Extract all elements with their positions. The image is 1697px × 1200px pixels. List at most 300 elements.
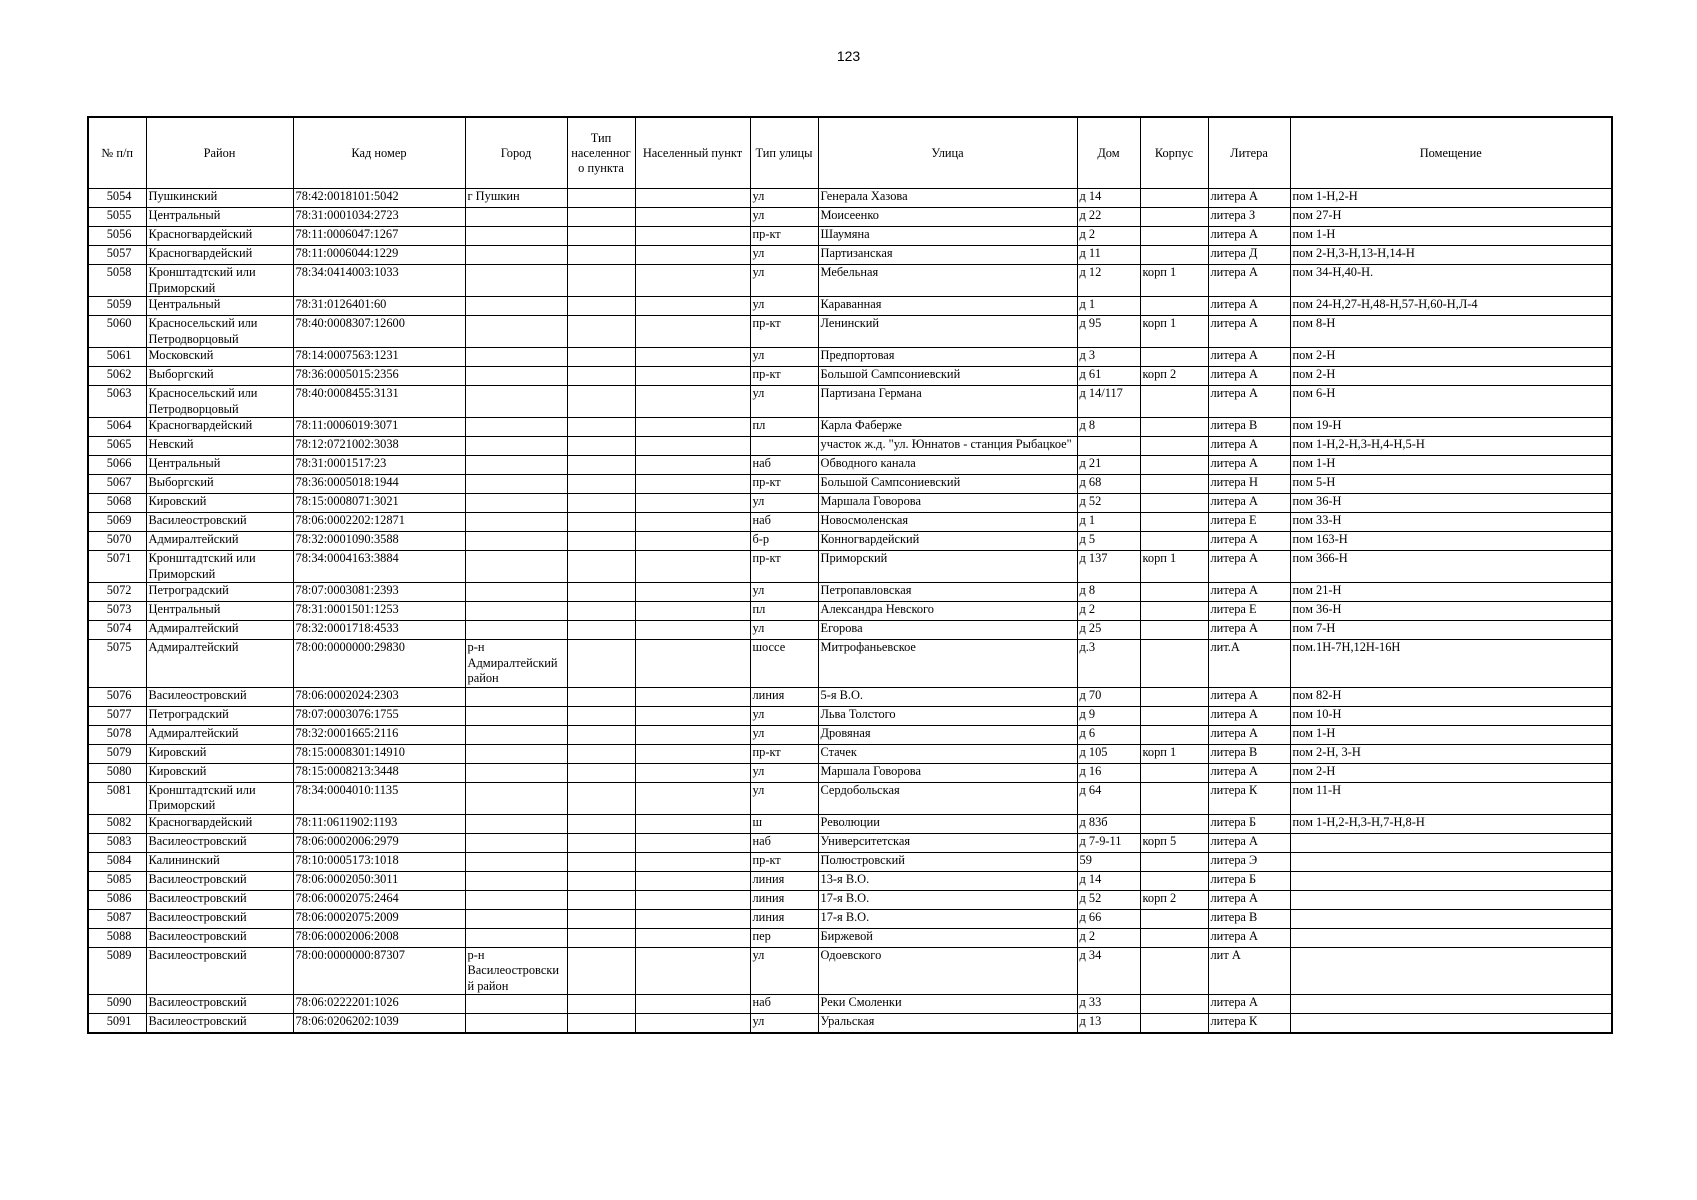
table-row [88, 640, 1612, 688]
cell-premises: пом 27-Н [1290, 208, 1612, 227]
cell-letter: литера К [1208, 1014, 1290, 1033]
cell-district: Адмиралтейский [146, 640, 293, 688]
cell-letter: литера А [1208, 551, 1290, 583]
cell-district: Центральный [146, 602, 293, 621]
cell-street: Льва Толстого [818, 706, 1077, 725]
cell-building [1140, 782, 1208, 814]
cell-letter: литера В [1208, 418, 1290, 437]
cell-building [1140, 437, 1208, 456]
cell-cadastral: 78:07:0003081:2393 [293, 583, 465, 602]
cell-cadastral: 78:34:0004163:3884 [293, 551, 465, 583]
cell-premises: пом 1-Н,2-Н,3-Н,4-Н,5-Н [1290, 437, 1612, 456]
cell-letter: литера А [1208, 833, 1290, 852]
cell-letter: литера В [1208, 909, 1290, 928]
cell-settlement [635, 763, 750, 782]
cell-district: Выборгский [146, 367, 293, 386]
cell-premises [1290, 909, 1612, 928]
cell-num: 5073 [88, 602, 146, 621]
cell-num: 5085 [88, 871, 146, 890]
cell-settlement-type [567, 782, 635, 814]
cell-street: Большой Сампсониевский [818, 475, 1077, 494]
table-row [88, 1014, 1612, 1033]
cell-street: Шаумяна [818, 227, 1077, 246]
cell-street: участок ж.д. "ул. Юннатов - станция Рыбацкое" [818, 437, 1077, 456]
page-number: 123 [836, 48, 861, 64]
cell-building [1140, 494, 1208, 513]
cell-city [465, 348, 567, 367]
cell-building [1140, 246, 1208, 265]
cell-city [465, 814, 567, 833]
cell-district: Выборгский [146, 475, 293, 494]
cell-street: Моисеенко [818, 208, 1077, 227]
table-row [88, 189, 1612, 208]
cell-city [465, 437, 567, 456]
cell-street-type: ул [750, 189, 818, 208]
cell-settlement-type [567, 418, 635, 437]
cell-street: Стачек [818, 744, 1077, 763]
cell-cadastral: 78:00:0000000:29830 [293, 640, 465, 688]
cell-cadastral: 78:07:0003076:1755 [293, 706, 465, 725]
cell-num: 5063 [88, 386, 146, 418]
cell-cadastral: 78:32:0001665:2116 [293, 725, 465, 744]
cell-settlement [635, 437, 750, 456]
cell-cadastral: 78:31:0001501:1253 [293, 602, 465, 621]
cell-num: 5059 [88, 297, 146, 316]
cell-letter: литера А [1208, 583, 1290, 602]
cell-street-type: ул [750, 706, 818, 725]
cell-district: Адмиралтейский [146, 725, 293, 744]
cell-city [465, 532, 567, 551]
table-row [88, 297, 1612, 316]
table-row [88, 890, 1612, 909]
cell-letter: литера А [1208, 995, 1290, 1014]
cell-street: Революции [818, 814, 1077, 833]
cell-building [1140, 532, 1208, 551]
cell-district: Василеостровский [146, 995, 293, 1014]
cell-settlement [635, 551, 750, 583]
table-row [88, 763, 1612, 782]
cell-settlement-type [567, 513, 635, 532]
cell-settlement [635, 602, 750, 621]
cell-settlement-type [567, 208, 635, 227]
cell-letter: литера К [1208, 782, 1290, 814]
cell-house: д 5 [1077, 532, 1140, 551]
table-row [88, 208, 1612, 227]
cell-city [465, 782, 567, 814]
cell-settlement-type [567, 909, 635, 928]
cell-street: Маршала Говорова [818, 763, 1077, 782]
cell-num: 5079 [88, 744, 146, 763]
cell-cadastral: 78:11:0006019:3071 [293, 418, 465, 437]
cell-district: Центральный [146, 456, 293, 475]
cell-street-type: пр-кт [750, 475, 818, 494]
cell-building [1140, 1014, 1208, 1033]
cell-street: Обводного канала [818, 456, 1077, 475]
cell-premises: пом 10-Н [1290, 706, 1612, 725]
cell-settlement [635, 871, 750, 890]
cell-num: 5078 [88, 725, 146, 744]
cell-cadastral: 78:36:0005018:1944 [293, 475, 465, 494]
cell-building: корп 2 [1140, 367, 1208, 386]
cell-street: Партизанская [818, 246, 1077, 265]
cell-num: 5055 [88, 208, 146, 227]
cell-city [465, 456, 567, 475]
table-row [88, 494, 1612, 513]
cell-building [1140, 583, 1208, 602]
cell-settlement-type [567, 833, 635, 852]
cell-city [465, 297, 567, 316]
col-header-street-type: Тип улицы [750, 117, 818, 189]
cell-street: 13-я В.О. [818, 871, 1077, 890]
cell-city [465, 265, 567, 297]
cell-house: д 66 [1077, 909, 1140, 928]
col-header-settlement-type: Тип населенного пункта [567, 117, 635, 189]
cell-city [465, 513, 567, 532]
cell-district: Адмиралтейский [146, 532, 293, 551]
cell-city [465, 208, 567, 227]
cell-district: Василеостровский [146, 947, 293, 995]
cell-cadastral: 78:15:0008071:3021 [293, 494, 465, 513]
col-header-letter: Литера [1208, 117, 1290, 189]
cell-city [465, 494, 567, 513]
cell-district: Красносельский или Петродворцовый [146, 386, 293, 418]
cell-premises: пом 2-Н [1290, 367, 1612, 386]
cell-cadastral: 78:15:0008301:14910 [293, 744, 465, 763]
cell-street: Митрофаньевское [818, 640, 1077, 688]
cell-num: 5080 [88, 763, 146, 782]
cell-district: Адмиралтейский [146, 621, 293, 640]
cell-num: 5067 [88, 475, 146, 494]
cell-cadastral: 78:11:0611902:1193 [293, 814, 465, 833]
cell-settlement-type [567, 583, 635, 602]
cell-street: Приморский [818, 551, 1077, 583]
cell-street-type: ул [750, 297, 818, 316]
cell-cadastral: 78:06:0002202:12871 [293, 513, 465, 532]
cell-cadastral: 78:31:0001517:23 [293, 456, 465, 475]
cell-district: Кировский [146, 494, 293, 513]
cell-building: корп 2 [1140, 890, 1208, 909]
cell-letter: литера А [1208, 386, 1290, 418]
cell-settlement [635, 725, 750, 744]
cell-num: 5062 [88, 367, 146, 386]
cell-city [465, 367, 567, 386]
cell-cadastral: 78:40:0008455:3131 [293, 386, 465, 418]
col-header-building: Корпус [1140, 117, 1208, 189]
cell-letter: лит.А [1208, 640, 1290, 688]
cell-building [1140, 995, 1208, 1014]
cell-settlement-type [567, 475, 635, 494]
cell-premises: пом 11-Н [1290, 782, 1612, 814]
cell-street-type: ул [750, 348, 818, 367]
cell-street-type: пр-кт [750, 316, 818, 348]
cell-house: 59 [1077, 852, 1140, 871]
cell-letter: литера А [1208, 297, 1290, 316]
cell-district: Василеостровский [146, 928, 293, 947]
cell-city [465, 551, 567, 583]
cell-cadastral: 78:42:0018101:5042 [293, 189, 465, 208]
cell-num: 5076 [88, 687, 146, 706]
cell-settlement-type [567, 297, 635, 316]
cell-building: корп 1 [1140, 744, 1208, 763]
cell-settlement-type [567, 763, 635, 782]
cell-building [1140, 725, 1208, 744]
cell-street-type: ул [750, 494, 818, 513]
cell-premises [1290, 928, 1612, 947]
cell-settlement [635, 814, 750, 833]
cell-house: д 14/117 [1077, 386, 1140, 418]
cell-settlement-type [567, 852, 635, 871]
cell-premises: пом 163-Н [1290, 532, 1612, 551]
cell-street-type: пер [750, 928, 818, 947]
cell-city [465, 621, 567, 640]
table-row [88, 995, 1612, 1014]
cell-street: Полюстровский [818, 852, 1077, 871]
cell-premises: пом 1-Н,2-Н,3-Н,7-Н,8-Н [1290, 814, 1612, 833]
cell-cadastral: 78:34:0004010:1135 [293, 782, 465, 814]
table-row [88, 475, 1612, 494]
cell-settlement [635, 640, 750, 688]
cell-settlement [635, 890, 750, 909]
cell-building [1140, 386, 1208, 418]
cell-premises: пом 36-Н [1290, 602, 1612, 621]
cell-letter: литера Е [1208, 513, 1290, 532]
table-body [88, 189, 1612, 1033]
cell-street-type: ул [750, 208, 818, 227]
cell-house: д 14 [1077, 871, 1140, 890]
cell-num: 5070 [88, 532, 146, 551]
cell-premises: пом 21-Н [1290, 583, 1612, 602]
table-row [88, 833, 1612, 852]
cell-house: д 2 [1077, 227, 1140, 246]
cell-district: Кировский [146, 744, 293, 763]
cell-letter: литера А [1208, 367, 1290, 386]
cell-num: 5089 [88, 947, 146, 995]
cell-street-type: ш [750, 814, 818, 833]
cell-settlement-type [567, 621, 635, 640]
table-row [88, 437, 1612, 456]
cell-street-type: ул [750, 583, 818, 602]
cell-district: Василеостровский [146, 871, 293, 890]
cell-letter: литера А [1208, 189, 1290, 208]
cell-building [1140, 814, 1208, 833]
cell-city [465, 909, 567, 928]
cell-premises: пом.1Н-7Н,12Н-16Н [1290, 640, 1612, 688]
cell-house: д 1 [1077, 513, 1140, 532]
cell-street-type [750, 437, 818, 456]
cell-street-type: ул [750, 1014, 818, 1033]
cell-settlement [635, 782, 750, 814]
cell-building [1140, 297, 1208, 316]
cell-city [465, 316, 567, 348]
cell-street: Реки Смоленки [818, 995, 1077, 1014]
cell-city [465, 1014, 567, 1033]
cell-settlement-type [567, 494, 635, 513]
cell-letter: литера А [1208, 532, 1290, 551]
table-row [88, 367, 1612, 386]
cell-premises: пом 24-Н,27-Н,48-Н,57-Н,60-Н,Л-4 [1290, 297, 1612, 316]
cell-settlement-type [567, 928, 635, 947]
cell-premises: пом 19-Н [1290, 418, 1612, 437]
cell-building [1140, 928, 1208, 947]
cell-num: 5074 [88, 621, 146, 640]
table-row [88, 621, 1612, 640]
cell-num: 5087 [88, 909, 146, 928]
cell-settlement [635, 621, 750, 640]
cell-premises: пом 2-Н [1290, 763, 1612, 782]
cell-house: д 33 [1077, 995, 1140, 1014]
cell-city: г Пушкин [465, 189, 567, 208]
cell-street: Университетская [818, 833, 1077, 852]
cell-premises: пом 1-Н [1290, 227, 1612, 246]
cell-num: 5072 [88, 583, 146, 602]
cell-district: Центральный [146, 208, 293, 227]
cell-cadastral: 78:10:0005173:1018 [293, 852, 465, 871]
cell-premises [1290, 995, 1612, 1014]
cell-district: Московский [146, 348, 293, 367]
cell-premises [1290, 890, 1612, 909]
cell-num: 5054 [88, 189, 146, 208]
cell-num: 5060 [88, 316, 146, 348]
cell-house: д 22 [1077, 208, 1140, 227]
cell-building: корп 1 [1140, 265, 1208, 297]
cell-district: Красногвардейский [146, 814, 293, 833]
table-row [88, 871, 1612, 890]
cell-house: д 12 [1077, 265, 1140, 297]
cell-settlement [635, 386, 750, 418]
cell-street-type: пл [750, 418, 818, 437]
cell-street: Одоевского [818, 947, 1077, 995]
cell-settlement [635, 265, 750, 297]
cell-district: Василеостровский [146, 687, 293, 706]
cell-city [465, 833, 567, 852]
cell-street-type: ул [750, 782, 818, 814]
table-row [88, 551, 1612, 583]
cell-num: 5082 [88, 814, 146, 833]
cell-city [465, 871, 567, 890]
table-row [88, 386, 1612, 418]
cell-street-type: пр-кт [750, 551, 818, 583]
cell-letter: литера А [1208, 621, 1290, 640]
cell-letter: литера А [1208, 763, 1290, 782]
cell-house: д 70 [1077, 687, 1140, 706]
cell-street-type: ул [750, 386, 818, 418]
cell-settlement-type [567, 1014, 635, 1033]
cell-premises [1290, 871, 1612, 890]
cell-district: Красногвардейский [146, 418, 293, 437]
cell-settlement [635, 297, 750, 316]
cell-house: д 8 [1077, 418, 1140, 437]
cell-settlement-type [567, 367, 635, 386]
cell-letter: литера А [1208, 494, 1290, 513]
cell-settlement [635, 687, 750, 706]
cell-cadastral: 78:31:0126401:60 [293, 297, 465, 316]
cell-building [1140, 418, 1208, 437]
cell-letter: литера А [1208, 227, 1290, 246]
cell-street: Мебельная [818, 265, 1077, 297]
cell-district: Калининский [146, 852, 293, 871]
cell-street: Партизана Германа [818, 386, 1077, 418]
cell-settlement-type [567, 602, 635, 621]
property-table [87, 116, 1613, 1034]
cell-house: д 61 [1077, 367, 1140, 386]
cell-cadastral: 78:00:0000000:87307 [293, 947, 465, 995]
cell-building [1140, 621, 1208, 640]
cell-letter: литера Э [1208, 852, 1290, 871]
cell-street: 17-я В.О. [818, 909, 1077, 928]
cell-letter: литера В [1208, 744, 1290, 763]
table-row [88, 814, 1612, 833]
cell-settlement [635, 706, 750, 725]
cell-building [1140, 947, 1208, 995]
cell-letter: литера Е [1208, 602, 1290, 621]
cell-house: д 25 [1077, 621, 1140, 640]
cell-cadastral: 78:06:0002075:2464 [293, 890, 465, 909]
cell-street-type: ул [750, 725, 818, 744]
cell-settlement-type [567, 348, 635, 367]
cell-street: Уральская [818, 1014, 1077, 1033]
cell-settlement-type [567, 265, 635, 297]
cell-cadastral: 78:36:0005015:2356 [293, 367, 465, 386]
cell-num: 5057 [88, 246, 146, 265]
cell-district: Василеостровский [146, 1014, 293, 1033]
cell-letter: литера А [1208, 928, 1290, 947]
cell-settlement-type [567, 814, 635, 833]
cell-street-type: линия [750, 909, 818, 928]
cell-street-type: ул [750, 621, 818, 640]
cell-settlement [635, 348, 750, 367]
cell-premises: пом 33-Н [1290, 513, 1612, 532]
table-row [88, 687, 1612, 706]
cell-street: 5-я В.О. [818, 687, 1077, 706]
table-row [88, 583, 1612, 602]
cell-city [465, 852, 567, 871]
cell-building [1140, 456, 1208, 475]
table-row [88, 227, 1612, 246]
cell-num: 5083 [88, 833, 146, 852]
cell-settlement [635, 928, 750, 947]
table-row [88, 246, 1612, 265]
cell-building [1140, 227, 1208, 246]
cell-settlement [635, 833, 750, 852]
cell-house: д 52 [1077, 890, 1140, 909]
cell-cadastral: 78:15:0008213:3448 [293, 763, 465, 782]
cell-cadastral: 78:12:0721002:3038 [293, 437, 465, 456]
cell-house: д 68 [1077, 475, 1140, 494]
cell-street: Предпортовая [818, 348, 1077, 367]
cell-settlement-type [567, 706, 635, 725]
cell-letter: литера А [1208, 725, 1290, 744]
cell-district: Кировский [146, 763, 293, 782]
cell-num: 5065 [88, 437, 146, 456]
cell-house: д 3 [1077, 348, 1140, 367]
cell-district: Центральный [146, 297, 293, 316]
cell-street-type: ул [750, 265, 818, 297]
cell-house: д 2 [1077, 928, 1140, 947]
cell-house: д 83б [1077, 814, 1140, 833]
cell-premises: пом 2-Н [1290, 348, 1612, 367]
cell-settlement [635, 246, 750, 265]
cell-building [1140, 475, 1208, 494]
table-row [88, 744, 1612, 763]
cell-house: д 14 [1077, 189, 1140, 208]
cell-cadastral: 78:14:0007563:1231 [293, 348, 465, 367]
cell-cadastral: 78:32:0001090:3588 [293, 532, 465, 551]
cell-city [465, 687, 567, 706]
cell-settlement-type [567, 437, 635, 456]
cell-district: Василеостровский [146, 513, 293, 532]
cell-cadastral: 78:40:0008307:12600 [293, 316, 465, 348]
cell-street-type: пр-кт [750, 744, 818, 763]
